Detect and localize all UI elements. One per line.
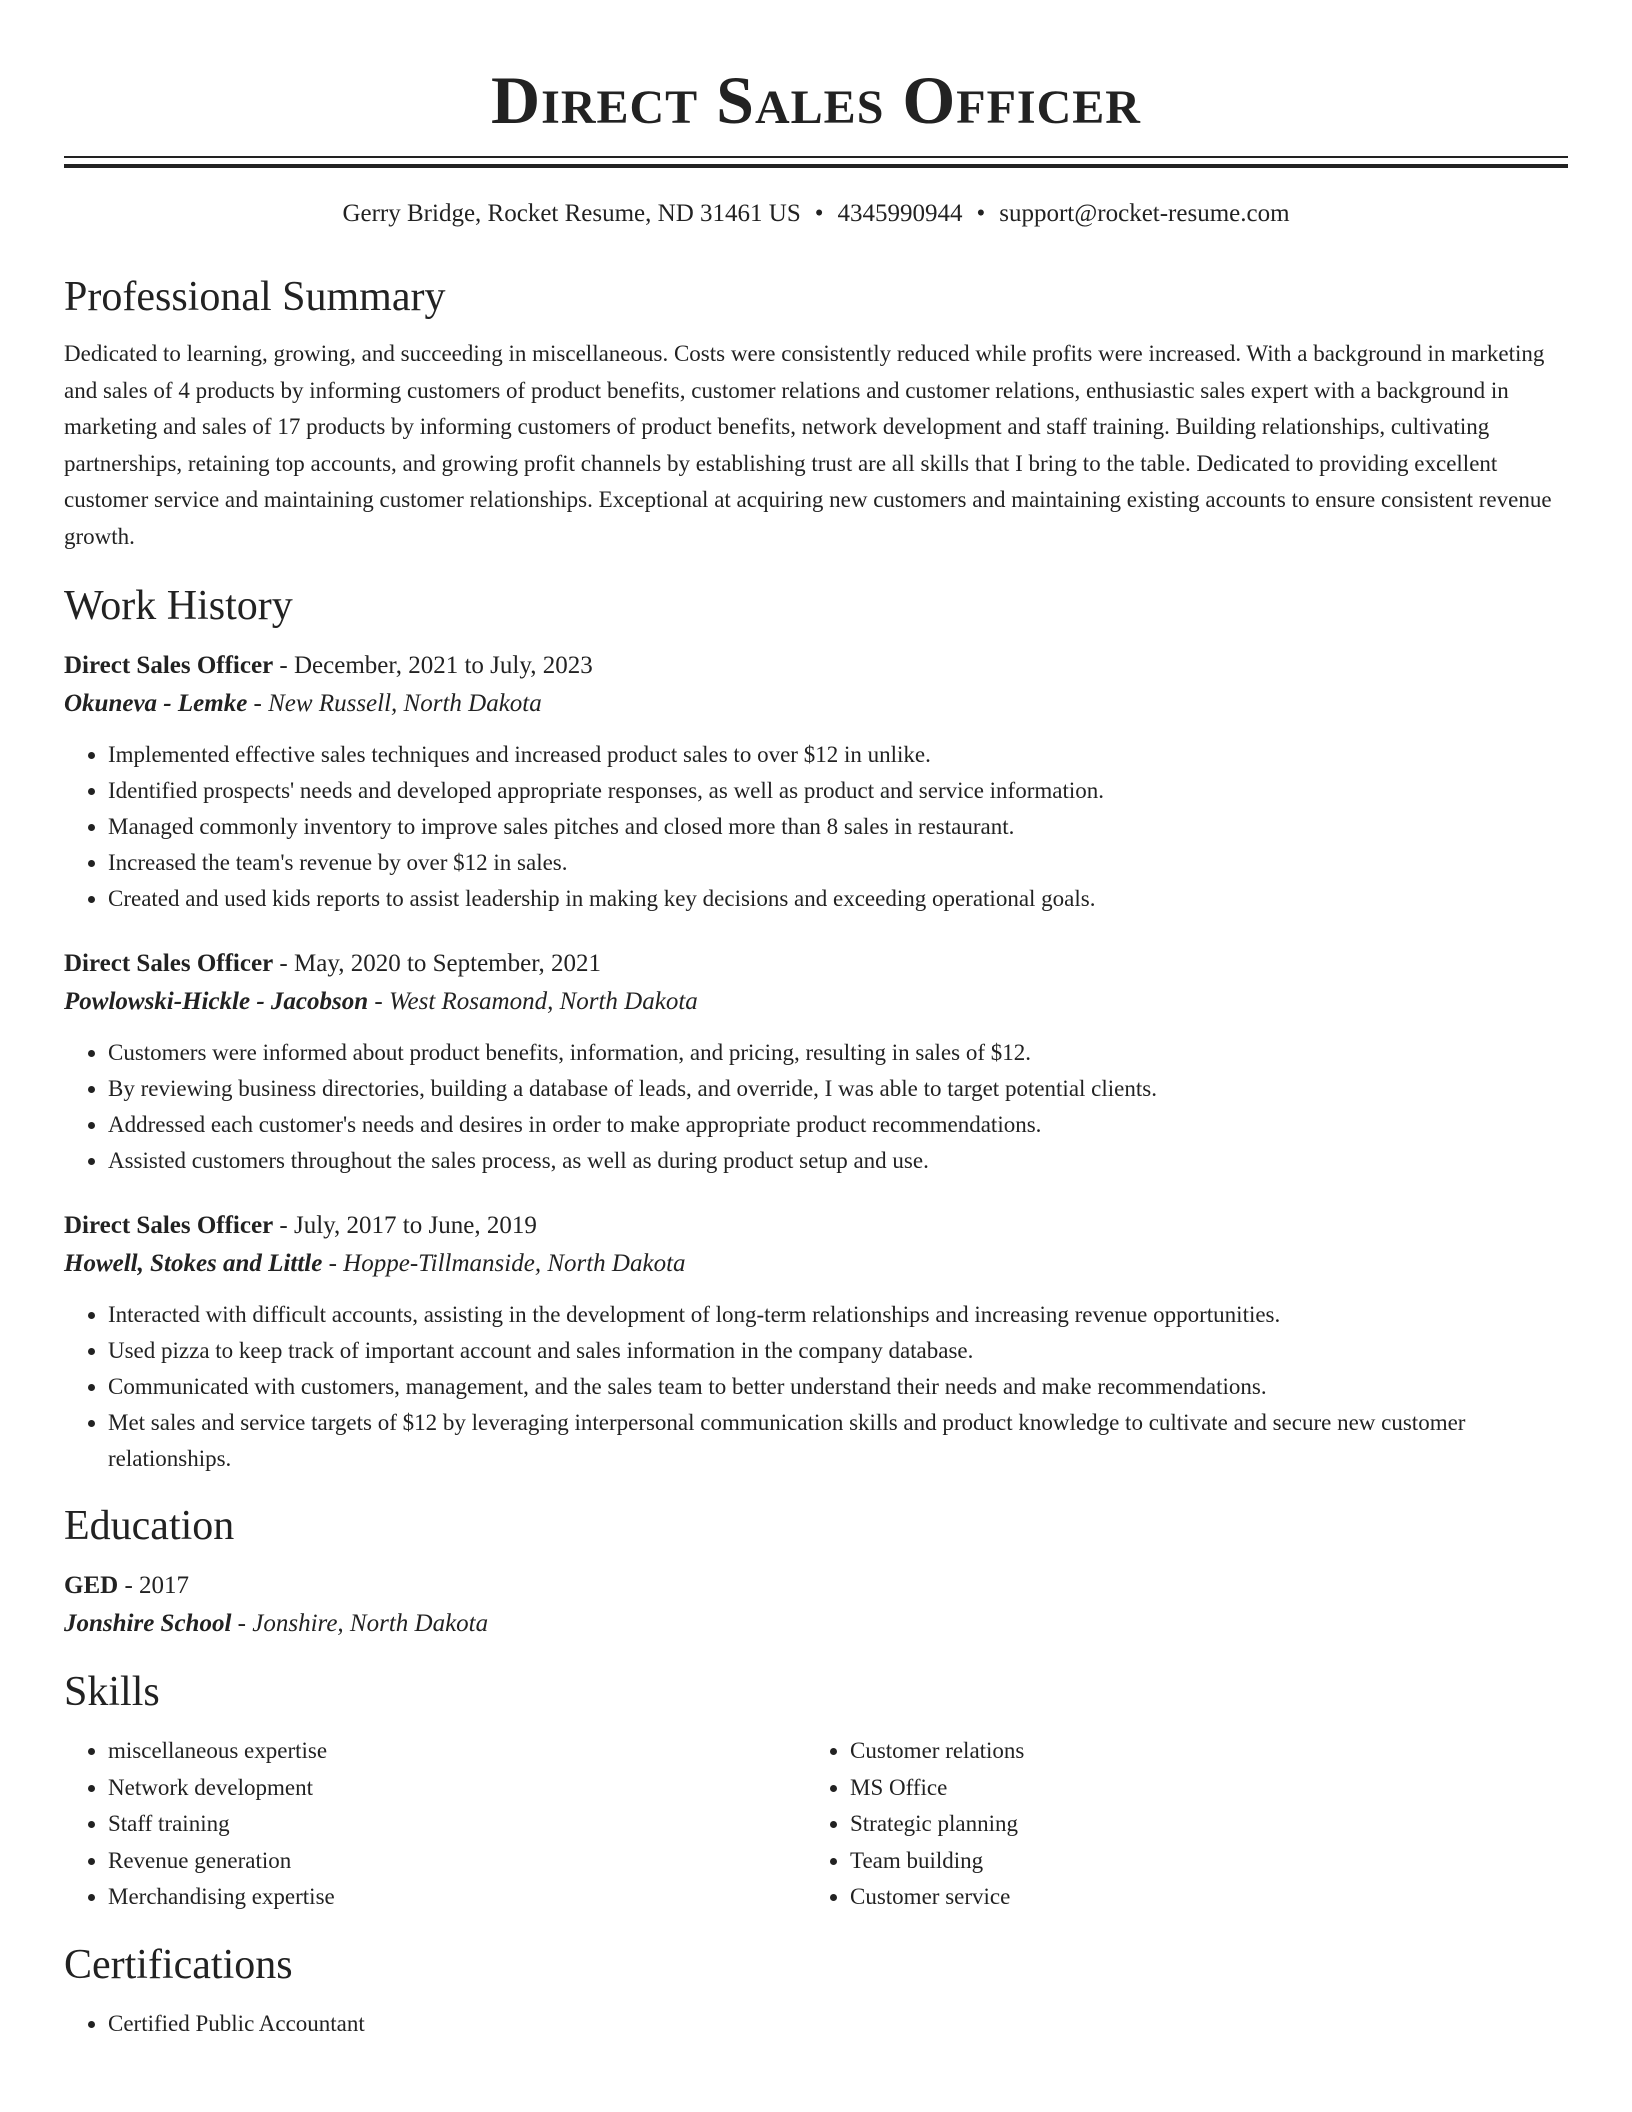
job-title: Direct Sales Officer bbox=[64, 652, 274, 679]
job-title-line bbox=[64, 1207, 1568, 1245]
skill-item: • Merchandising expertise bbox=[108, 1879, 806, 1916]
skill-item: • Network development bbox=[108, 1770, 806, 1807]
school-location: - Jonshire, North Dakota bbox=[231, 1610, 489, 1637]
job-bullet: • Created and used kids reports to assist leadership in making key decisions and exceeding operational goals. bbox=[108, 881, 1568, 917]
job-bullet: • By reviewing business directories, building a database of leads, and override, I was able to target potential clients. bbox=[108, 1071, 1568, 1107]
skill-item: • Strategic planning bbox=[850, 1806, 1548, 1843]
job-title-line bbox=[64, 647, 1568, 685]
degree-line bbox=[64, 1567, 1568, 1605]
job-bullet: • Met sales and service targets of $12 by leveraging interpersonal communication skills and product knowledge to cultivate and secure new customer relationships. bbox=[108, 1405, 1568, 1477]
school-name: Jonshire School bbox=[64, 1610, 232, 1637]
job-bullets bbox=[64, 1297, 1568, 1477]
job-bullet: • Managed commonly inventory to improve sales pitches and closed more than 8 sales in restaurant. bbox=[108, 809, 1568, 845]
summary-heading: Professional Summary bbox=[64, 274, 446, 320]
education-entry bbox=[64, 1567, 1568, 1643]
job-entry bbox=[64, 1207, 1568, 1477]
skills-heading: Skills bbox=[64, 1669, 160, 1715]
skills-column-left bbox=[64, 1733, 806, 1916]
job-bullet: • Identified prospects' needs and developed appropriate responses, as well as product and service information. bbox=[108, 773, 1568, 809]
company-line bbox=[64, 1245, 1568, 1283]
certifications-list bbox=[64, 2006, 1568, 2042]
job-entry bbox=[64, 945, 1568, 1179]
job-bullet: • Used pizza to keep track of important account and sales information in the company database. bbox=[108, 1333, 1568, 1369]
job-dates: - December, 2021 to July, 2023 bbox=[273, 652, 593, 679]
job-dates: - July, 2017 to June, 2019 bbox=[273, 1212, 537, 1239]
skill-item: • Revenue generation bbox=[108, 1843, 806, 1880]
company-name: Okuneva - Lemke bbox=[64, 690, 248, 717]
job-bullet: • Interacted with difficult accounts, assisting in the development of long-term relationships and increasing revenue opportunities. bbox=[108, 1297, 1568, 1333]
school-line bbox=[64, 1605, 1568, 1643]
job-bullet: • Increased the team's revenue by over $12 in sales. bbox=[108, 845, 1568, 881]
title-divider-thick bbox=[64, 164, 1568, 168]
job-dates: - May, 2020 to September, 2021 bbox=[273, 950, 602, 977]
work-history-heading: Work History bbox=[64, 583, 293, 629]
contact-line bbox=[64, 198, 1568, 230]
job-bullet: • Addressed each customer's needs and desires in order to make appropriate product recommendations. bbox=[108, 1107, 1568, 1143]
degree: GED bbox=[64, 1572, 119, 1599]
company-name: Powlowski-Hickle - Jacobson bbox=[64, 988, 369, 1015]
title-divider-thin bbox=[64, 156, 1568, 158]
skill-item: • Team building bbox=[850, 1843, 1548, 1880]
company-line bbox=[64, 983, 1568, 1021]
company-location: - New Russell, North Dakota bbox=[247, 690, 542, 717]
skill-item: • Customer relations bbox=[850, 1733, 1548, 1770]
contact-address: Gerry Bridge, Rocket Resume, ND 31461 US bbox=[342, 200, 801, 227]
contact-separator: • bbox=[814, 200, 824, 227]
summary-text: Dedicated to learning, growing, and succeeding in miscellaneous. Costs were consistently reduced while profits were increased. With a background in marketing and sales of 4 products by informing customers of product benefits, customer relations and customer relations, enthusiastic sales expert with a background in marketing and sales of 17 products by informing customers of product benefits, network development and staff training. Building relationships, cultivating partnerships, retaining top accounts, and growing profit channels by establishing trust are all skills that I bring to the table. Dedicated to providing excellent customer service and maintaining customer relationships. Exceptional at acquiring new customers and maintaining existing accounts to ensure consistent revenue growth. bbox=[64, 341, 1552, 549]
resume-title: Direct Sales Officer bbox=[491, 62, 1141, 138]
company-location: - West Rosamond, North Dakota bbox=[368, 988, 698, 1015]
job-bullets bbox=[64, 737, 1568, 917]
job-bullet: • Implemented effective sales techniques and increased product sales to over $12 in unlike. bbox=[108, 737, 1568, 773]
skill-item: • MS Office bbox=[850, 1770, 1548, 1807]
contact-email: support@rocket-resume.com bbox=[999, 200, 1290, 227]
job-bullet: • Communicated with customers, management, and the sales team to better understand their needs and make recommendations. bbox=[108, 1369, 1568, 1405]
job-title: Direct Sales Officer bbox=[64, 950, 274, 977]
degree-year: - 2017 bbox=[118, 1572, 190, 1599]
skill-item: • Staff training bbox=[108, 1806, 806, 1843]
job-bullet: • Customers were informed about product benefits, information, and pricing, resulting in sales of $12. bbox=[108, 1035, 1568, 1071]
skill-item: • Customer service bbox=[850, 1879, 1548, 1916]
company-name: Howell, Stokes and Little bbox=[64, 1250, 323, 1277]
job-title-line bbox=[64, 945, 1568, 983]
job-bullet: • Assisted customers throughout the sales process, as well as during product setup and use. bbox=[108, 1143, 1568, 1179]
certifications-heading: Certifications bbox=[64, 1941, 293, 1988]
job-bullets bbox=[64, 1035, 1568, 1179]
job-title: Direct Sales Officer bbox=[64, 1212, 274, 1239]
job-entry bbox=[64, 647, 1568, 917]
skills-column-right bbox=[806, 1733, 1548, 1916]
contact-phone: 4345990944 bbox=[837, 200, 963, 227]
company-location: - Hoppe-Tillmanside, North Dakota bbox=[322, 1250, 686, 1277]
skill-item: • miscellaneous expertise bbox=[108, 1733, 806, 1770]
contact-separator: • bbox=[976, 200, 986, 227]
education-heading: Education bbox=[64, 1503, 235, 1549]
company-line bbox=[64, 685, 1568, 723]
certification-item: • Certified Public Accountant bbox=[108, 2006, 1568, 2042]
skills-grid bbox=[64, 1733, 1568, 1916]
